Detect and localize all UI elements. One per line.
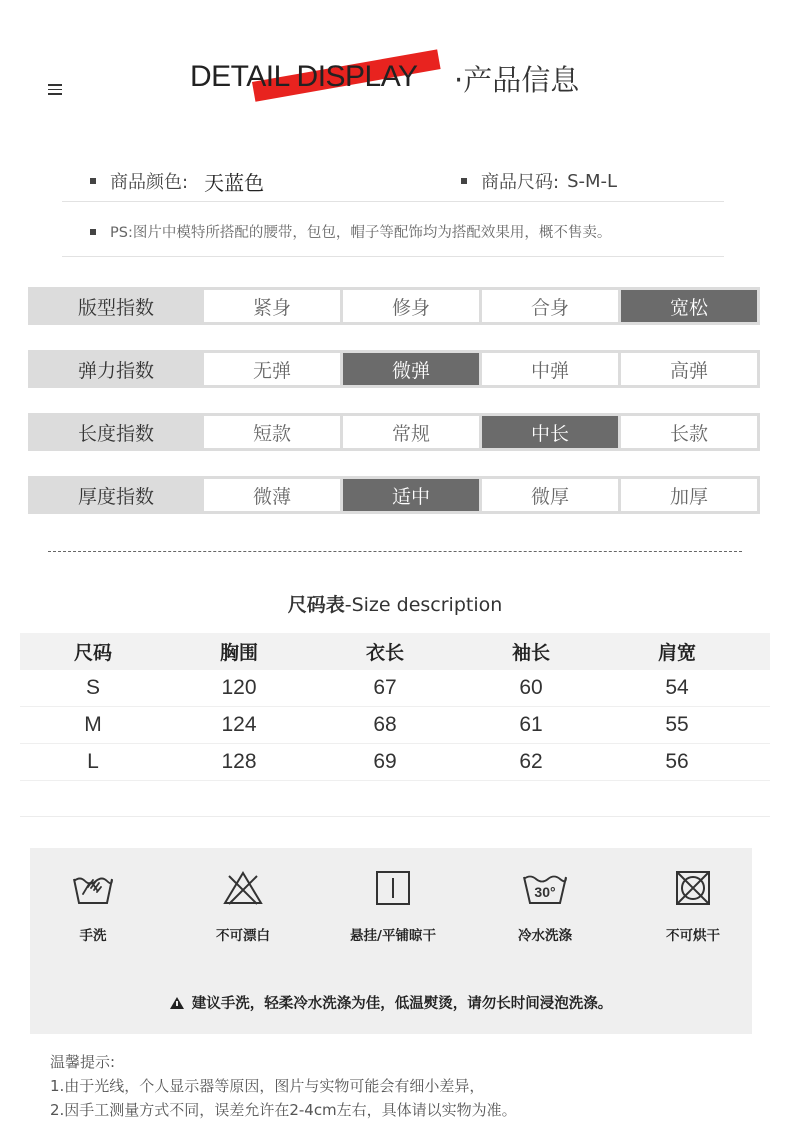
warning-icon (170, 997, 184, 1009)
header-cell: 衣长 (365, 642, 404, 664)
ps-note (90, 221, 611, 242)
index-option: 紧身 (204, 290, 340, 322)
no-tumble-dry-icon (671, 870, 715, 906)
table-cell: 56 (665, 750, 689, 773)
index-label: 长度指数 (77, 422, 154, 445)
cold-wash-30-icon (521, 870, 569, 906)
index-row-thickness (28, 476, 760, 514)
header-cell: 肩宽 (657, 642, 696, 664)
index-option-selected: 中长 (482, 416, 618, 448)
care-note (30, 992, 752, 1013)
size-chart-title: 尺码表-Size description (287, 594, 503, 616)
title-english: DETAIL DISPLAY (190, 60, 418, 93)
care-item-cold-wash (490, 870, 600, 944)
index-row-elasticity (28, 350, 760, 388)
index-label: 版型指数 (77, 296, 154, 319)
index-option: 短款 (204, 416, 340, 448)
care-item-no-bleach (188, 870, 298, 944)
color-label: 商品颜色: (110, 172, 189, 193)
index-option: 高弹 (621, 353, 757, 385)
svg-text:30°: 30° (534, 884, 556, 900)
index-option: 微薄 (204, 479, 340, 511)
index-option: 常规 (343, 416, 479, 448)
index-option: 中弹 (482, 353, 618, 385)
table-cell: 61 (519, 713, 543, 736)
header-cell: 尺码 (73, 642, 112, 664)
hang-dry-icon (371, 870, 415, 906)
table-cell: 68 (373, 713, 397, 736)
index-row-fit (28, 287, 760, 325)
care-item-no-tumble-dry (638, 870, 748, 944)
bullet-icon (461, 178, 467, 184)
table-cell: 55 (665, 713, 689, 736)
care-note-text: 建议手洗，轻柔冷水洗涤为佳，低温熨烫，请勿长时间浸泡洗涤。 (191, 996, 613, 1012)
product-size (461, 166, 617, 196)
table-cell: 60 (519, 676, 543, 699)
care-label: 悬挂/平铺晾干 (350, 928, 436, 944)
hand-wash-icon (71, 870, 115, 906)
tips-line: 2.因手工测量方式不同，误差允许在2-4cm左右，具体请以实物为准。 (50, 1101, 517, 1119)
page-title (190, 56, 610, 120)
index-row-length (28, 413, 760, 451)
table-cell: 69 (373, 750, 397, 773)
bullet-icon (90, 178, 96, 184)
table-cell: 54 (665, 676, 689, 699)
size-label: 商品尺码: (481, 172, 560, 193)
table-cell: 62 (519, 750, 543, 773)
care-label: 不可漂白 (216, 928, 270, 944)
index-option: 加厚 (621, 479, 757, 511)
table-cell: 120 (221, 676, 257, 699)
divider (20, 816, 770, 817)
header-cell: 胸围 (219, 642, 258, 664)
header-cell: 袖长 (511, 642, 550, 664)
size-table-header (20, 633, 770, 670)
care-instructions (30, 848, 752, 1034)
size-value: S-M-L (567, 170, 618, 192)
care-label: 手洗 (79, 928, 107, 944)
title-chinese: ·产品信息 (454, 63, 580, 97)
dashed-divider (48, 551, 742, 552)
no-bleach-icon (221, 870, 265, 906)
divider (62, 201, 724, 202)
tips-line: 1.由于光线，个人显示器等原因，图片与实物可能会有细小差异， (50, 1077, 485, 1095)
product-color (90, 166, 264, 196)
index-label: 弹力指数 (77, 359, 154, 382)
bullet-icon (90, 229, 96, 235)
tips-heading: 温馨提示: (50, 1053, 116, 1071)
divider (62, 256, 724, 257)
index-option: 微厚 (482, 479, 618, 511)
table-cell: M (84, 713, 102, 736)
table-cell: 67 (373, 676, 397, 699)
index-option: 长款 (621, 416, 757, 448)
color-value: 天蓝色 (204, 170, 265, 195)
table-row (20, 744, 770, 781)
index-option-selected: 微弹 (343, 353, 479, 385)
table-row (20, 670, 770, 707)
index-option: 合身 (482, 290, 618, 322)
menu-icon[interactable] (48, 84, 62, 98)
table-cell: 128 (221, 750, 257, 773)
table-cell: S (85, 676, 100, 699)
table-cell: L (87, 750, 99, 773)
index-option-selected: 宽松 (621, 290, 757, 322)
table-cell: 124 (221, 713, 257, 736)
index-option: 无弹 (204, 353, 340, 385)
care-label: 不可烘干 (666, 928, 720, 944)
care-item-hand-wash (38, 870, 148, 944)
care-label: 冷水洗涤 (518, 928, 572, 944)
index-option-selected: 适中 (343, 479, 479, 511)
table-row (20, 707, 770, 744)
index-label: 厚度指数 (77, 485, 154, 508)
tips (50, 1050, 517, 1122)
index-option: 修身 (343, 290, 479, 322)
ps-note-text: PS:图片中模特所搭配的腰带，包包，帽子等配饰均为搭配效果用，概不售卖。 (110, 225, 612, 241)
care-item-hang-dry (338, 870, 448, 944)
size-table (20, 633, 770, 781)
